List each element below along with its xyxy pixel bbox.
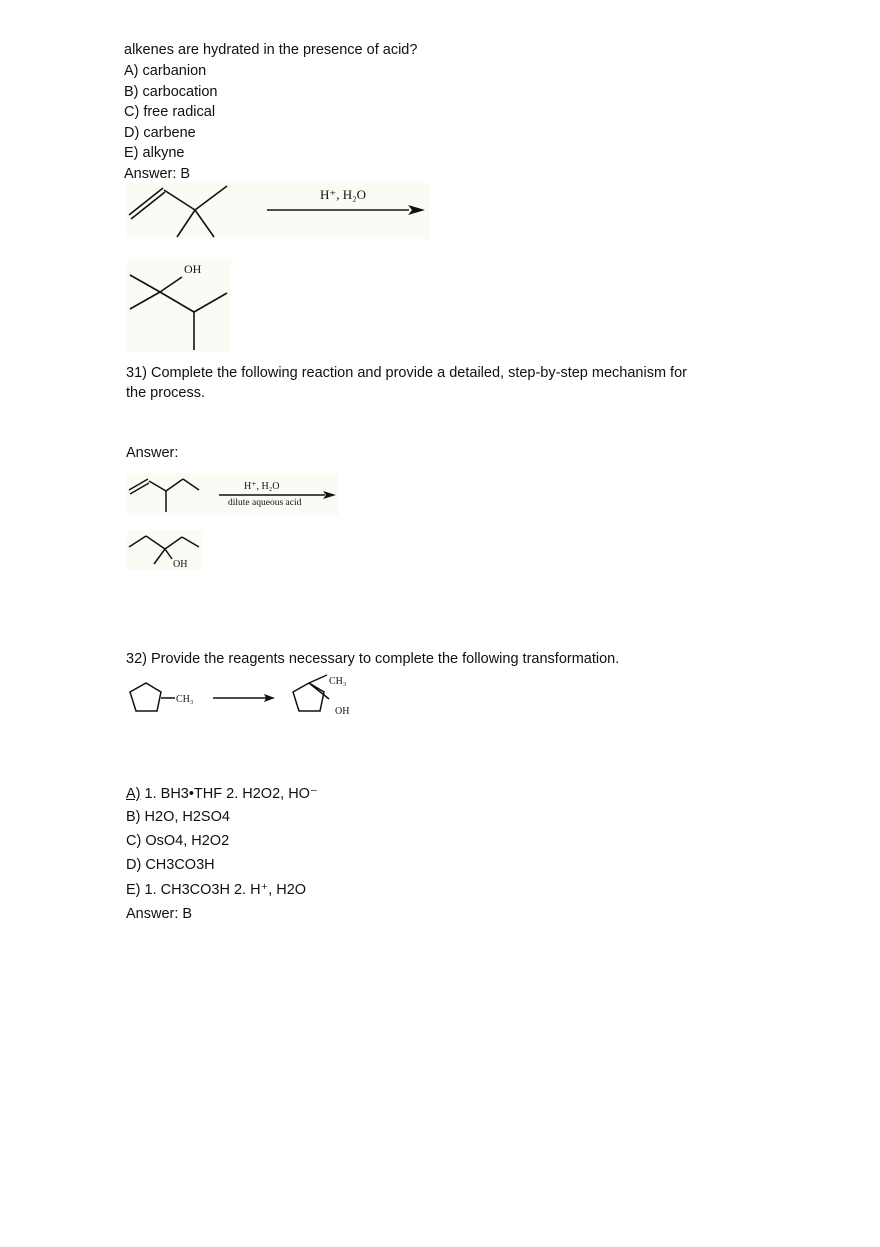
q30-answer: Answer: B: [124, 166, 191, 182]
q32-option-c: C) OsO4, H2O2: [126, 833, 230, 849]
q32-structures: [127, 671, 357, 721]
q30-reaction-scheme: [127, 183, 429, 239]
q31-oh-label: OH: [173, 559, 188, 570]
q30-option-d: D) carbene: [124, 125, 196, 141]
q30-product-structure: [127, 259, 231, 352]
q31-answer-label: Answer:: [126, 445, 179, 461]
q31-reagent-bottom: dilute aqueous acid: [228, 498, 302, 508]
q32-option-a: [126, 785, 318, 803]
q31-product-structure: [127, 530, 203, 570]
q30-reagent: H⁺, H₂O: [320, 187, 367, 202]
q32-question: 32) Provide the reagents necessary to complete the following transformation.: [126, 651, 620, 667]
q32-answer: Answer: B: [126, 906, 193, 922]
q32-reactant-ch3: CH₃: [176, 694, 194, 705]
q30-stem-tail: alkenes are hydrated in the presence of acid?: [124, 42, 418, 58]
q32-transformation-scheme: [127, 671, 357, 721]
q30-oh-label: OH: [184, 262, 202, 276]
q31-reagent-top: H⁺, H₂O: [244, 481, 280, 492]
q32-option-b: B) H2O, H2SO4: [126, 809, 230, 825]
q30-product-image: [127, 259, 231, 352]
q30-option-a: A) carbanion: [124, 63, 207, 79]
q30-reactant-structure: [127, 183, 429, 239]
q32-product-ch3: CH₃: [329, 676, 347, 687]
q32-product-oh: OH: [335, 706, 350, 717]
q31-question-line2: the process.: [126, 385, 205, 401]
q30-option-c: C) free radical: [124, 104, 216, 120]
q30-option-e: E) alkyne: [124, 145, 185, 161]
q31-product-image: [127, 530, 203, 570]
q32-option-a-text: 1. BH3•THF 2. H2O2, HO⁻: [140, 786, 318, 802]
q32-option-e: E) 1. CH3CO3H 2. H⁺, H2O: [126, 882, 307, 898]
q31-reaction-scheme: [127, 473, 339, 515]
q31-reactant-structure: [127, 473, 339, 515]
q30-option-b: B) carbocation: [124, 84, 218, 100]
q32-option-a-letter: A): [126, 786, 141, 802]
q32-option-d: D) CH3CO3H: [126, 857, 215, 873]
q31-question-line1: 31) Complete the following reaction and provide a detailed, step-by-step mechanism for: [126, 365, 687, 381]
